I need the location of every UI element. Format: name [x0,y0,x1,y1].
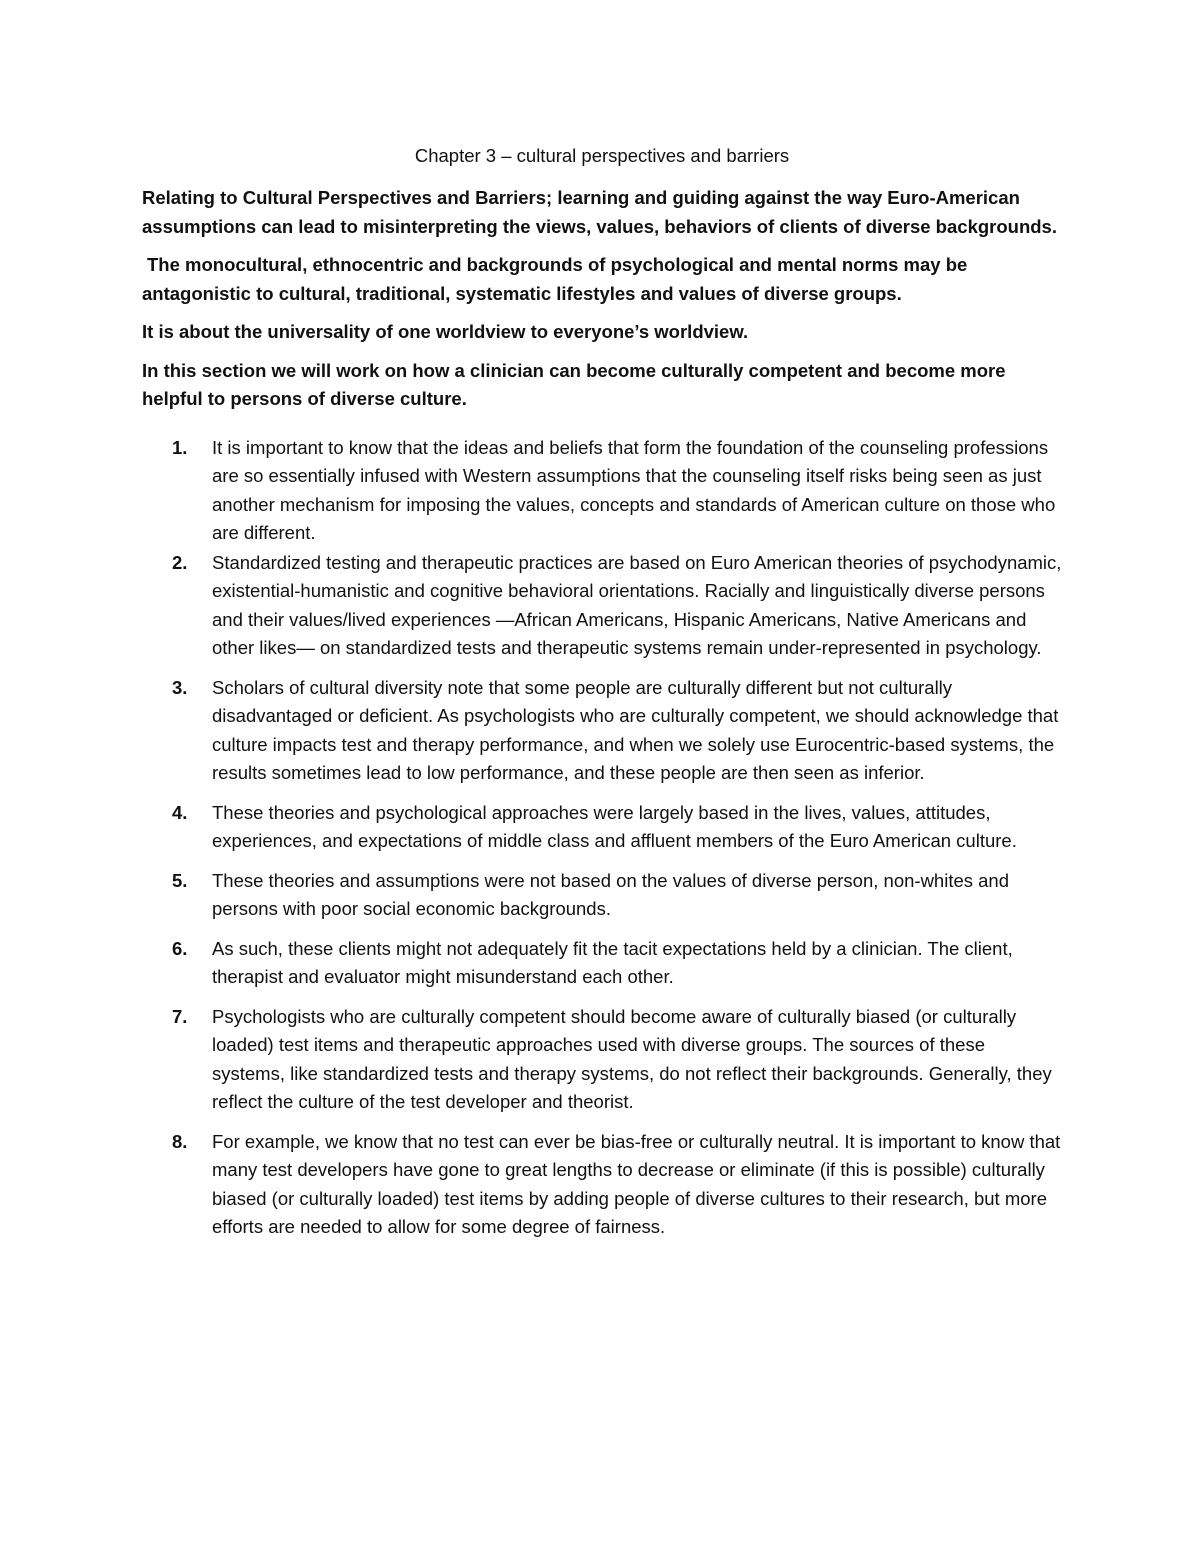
list-item-number: 5. [172,869,188,891]
list-item-text: These theories and psychological approaches were largely based in the lives, values, attitudes, experiences, and expectations of middle class and affluent members of the Euro American culture. [212,801,1017,851]
list-item-number: 7. [172,1005,188,1027]
list-item [142,935,1062,992]
list-item [142,674,1062,788]
numbered-list [142,434,1062,1242]
list-item-number: 8. [172,1130,188,1152]
intro-paragraph: The monocultural, ethnocentric and backgrounds of psychological and mental norms may be antagonistic to cultural, traditional, systematic lifestyles and values of diverse groups. [142,254,968,304]
list-item-number: 3. [172,676,188,698]
list-item-number: 2. [172,551,188,573]
list-item-text: Psychologists who are culturally competent should become aware of culturally biased (or culturally loaded) test items and therapeutic approaches used with diverse groups. The sources of these systems, like standardized tests and therapy systems, do not reflect their backgrounds. Generally, they reflect the culture of the test developer and theorist. [212,1005,1052,1112]
list-item [142,549,1062,663]
list-item [142,867,1062,924]
document-page [142,142,1062,1253]
list-item [142,1128,1062,1242]
list-item [142,1003,1062,1117]
list-item-text: Scholars of cultural diversity note that some people are culturally different but not culturally disadvantaged or deficient. As psychologists who are culturally competent, we should acknowledge that culture impacts test and therapy performance, and when we solely use Eurocentric-based systems, the results sometimes lead to low performance, and these people are then seen as inferior. [212,676,1059,783]
list-item-text: Standardized testing and therapeutic practices are based on Euro American theories of psychodynamic, existential-humanistic and cognitive behavioral orientations. Racially and linguistically diverse persons and their values/lived experiences —African Americans, Hispanic Americans, Native Americans and other likes— on standardized tests and therapeutic systems remain under-represented in psychology. [212,551,1062,658]
list-item-number: 6. [172,937,188,959]
list-item-text: These theories and assumptions were not based on the values of diverse person, non-whites and persons with poor social economic backgrounds. [212,869,1010,919]
list-item-number: 4. [172,801,188,823]
list-item-number: 1. [172,436,188,458]
list-item [142,434,1062,548]
document-title: Chapter 3 – cultural perspectives and barriers [414,145,790,166]
intro-paragraph: Relating to Cultural Perspectives and Barriers; learning and guiding against the way Euro-American assumptions can lead to misinterpreting the views, values, behaviors of clients of diverse backgrounds. [142,187,1057,237]
list-item-text: As such, these clients might not adequately fit the tacit expectations held by a clinician. The client, therapist and evaluator might misunderstand each other. [212,937,1013,987]
intro-paragraph: It is about the universality of one worldview to everyone’s worldview. [142,321,749,342]
list-item [142,799,1062,856]
list-item-text: It is important to know that the ideas and beliefs that form the foundation of the counseling professions are so essentially infused with Western assumptions that the counseling itself risks being seen as just another mechanism for imposing the values, concepts and standards of American culture on those who are different. [212,436,1056,543]
intro-paragraph: In this section we will work on how a clinician can become culturally competent and become more helpful to persons of diverse culture. [142,359,1006,409]
list-item-text: For example, we know that no test can ever be bias-free or culturally neutral. It is important to know that many test developers have gone to great lengths to decrease or eliminate (if this is possible) culturally biased (or culturally loaded) test items by adding people of diverse cultures to their research, but more efforts are needed to allow for some degree of fairness. [212,1130,1061,1237]
